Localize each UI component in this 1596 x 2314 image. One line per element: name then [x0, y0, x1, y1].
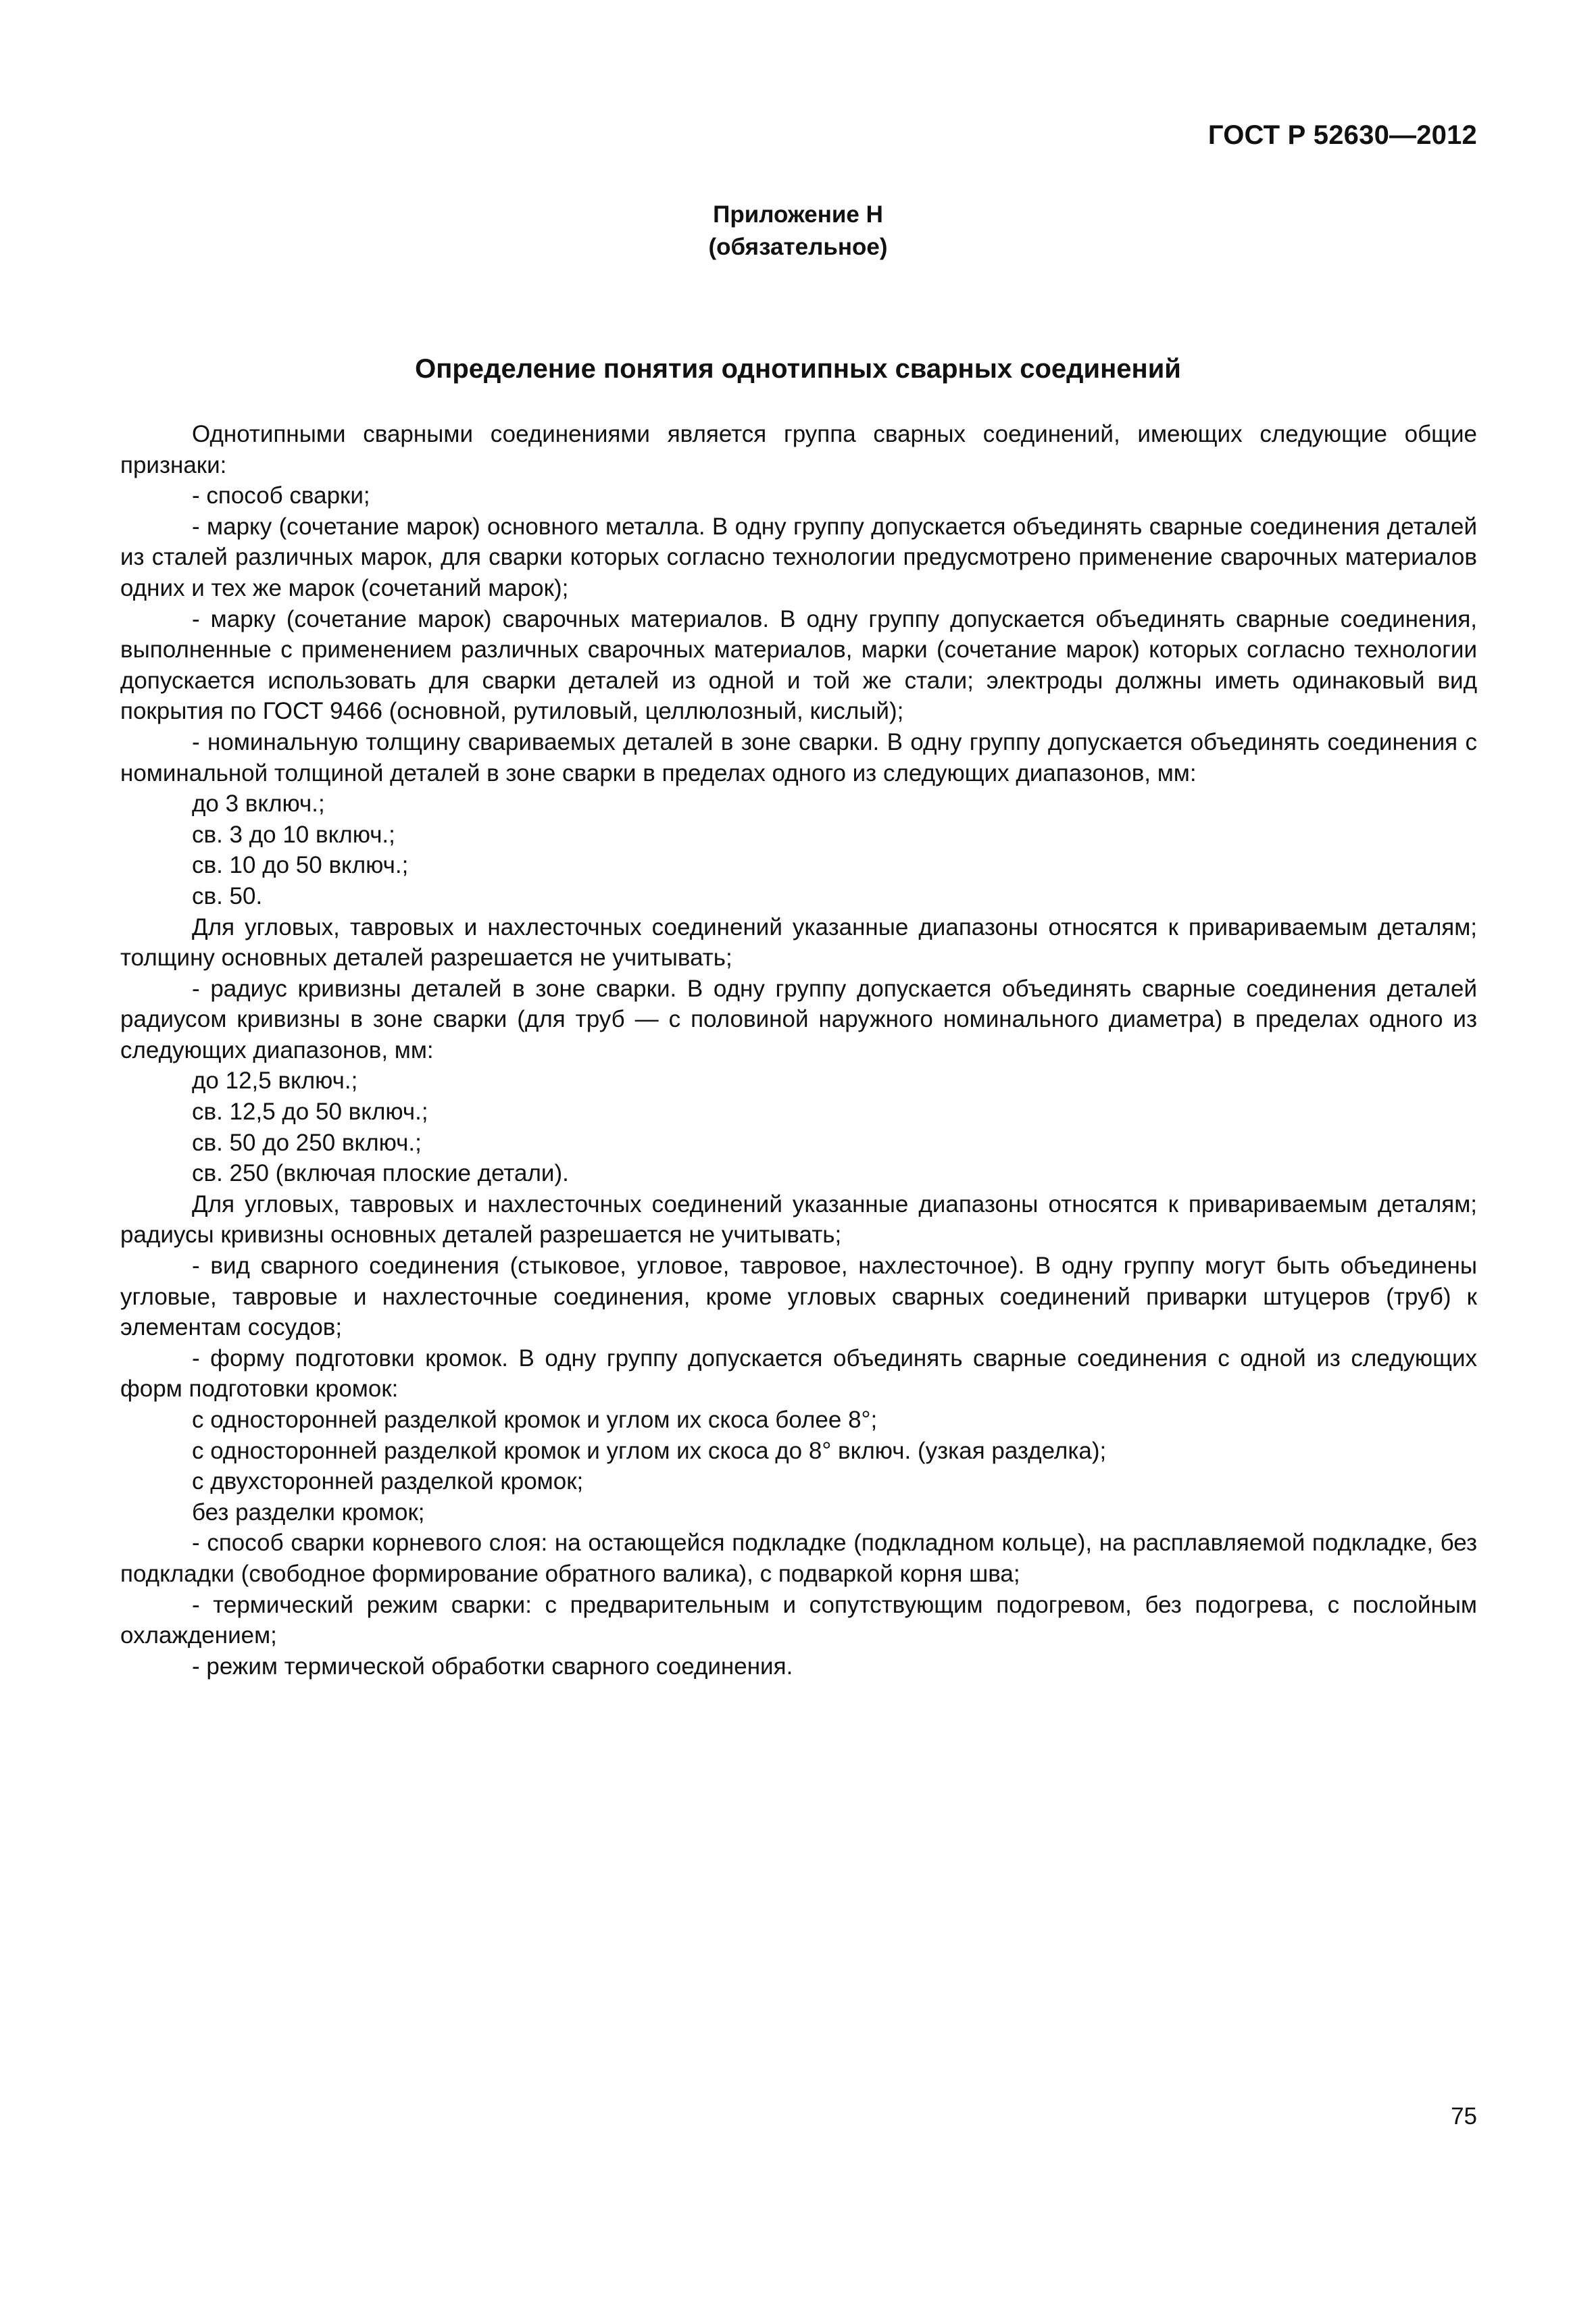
- list-item: св. 50.: [192, 882, 263, 909]
- standard-code: ГОСТ Р 52630—2012: [1207, 120, 1477, 150]
- list-item: до 3 включ.;: [192, 790, 325, 818]
- paragraph: - форму подготовки кромок. В одну группу допускается объединять сварные соединения с одной из следующих форм подготовки кромок:: [120, 1344, 1477, 1403]
- paragraph: Для угловых, тавровых и нахлесточных соединений указанные диапазоны относятся к привариваемым деталям; радиусы кривизны основных деталей разрешается не учитывать;: [120, 1190, 1477, 1249]
- paragraph: Однотипными сварными соединениями является группа сварных соединений, имеющих следующие общие признаки:: [120, 421, 1477, 478]
- annex-title: Приложение Н: [713, 201, 883, 228]
- list-item: с односторонней разделкой кромок и углом их скоса более 8°;: [192, 1407, 878, 1433]
- paragraph: - способ сварки;: [192, 482, 370, 509]
- paragraph: - вид сварного соединения (стыковое, угловое, тавровое, нахлесточное). В одну группу могут быть объединены угловые, тавровые и нахлесточные соединения, кроме угловых сварных соединений приварки штуцеров (труб) к элементам сосудов;: [120, 1253, 1477, 1341]
- paragraph: - режим термической обработки сварного соединения.: [192, 1653, 793, 1680]
- list-item: с односторонней разделкой кромок и углом их скоса до 8° включ. (узкая разделка);: [192, 1437, 1107, 1464]
- list-item: св. 10 до 50 включ.;: [192, 852, 409, 879]
- paragraph: - марку (сочетание марок) сварочных материалов. В одну группу допускается объединять сварные соединения, выполненные с применением различных сварочных материалов, марки (сочетание марок) которых согласно технологии допускается использовать для сварки деталей из одной и той же стали; электроды должны иметь одинаковый вид покрытия по ГОСТ 9466 (основной, рутиловый, целлюлозный, кислый);: [120, 605, 1477, 725]
- list-item: св. 3 до 10 включ.;: [192, 821, 395, 848]
- list-item: до 12,5 включ.;: [192, 1067, 358, 1095]
- paragraph: - радиус кривизны деталей в зоне сварки. В одну группу допускается объединять сварные соединения деталей радиусом кривизны в зоне сварки (для труб — с половиной наружного номинального диаметра) в пределах одного из следующих диапазонов, мм:: [120, 975, 1477, 1063]
- list-item: св. 50 до 250 включ.;: [192, 1129, 422, 1156]
- paragraph: - номинальную толщину свариваемых деталей в зоне сварки. В одну группу допускается объединять соединения с номинальной толщиной деталей в зоне сварки в пределах одного из следующих диапазонов, мм:: [120, 728, 1477, 786]
- list-item: св. 250 (включая плоские детали).: [192, 1160, 569, 1187]
- annex-status: (обязательное): [708, 234, 888, 260]
- paragraph: - термический режим сварки: с предварительным и сопутствующим подогревом, без подогрева, с послойным охлаждением;: [120, 1591, 1477, 1649]
- list-item: без разделки кромок;: [192, 1499, 425, 1526]
- section-title: Определение понятия однотипных сварных соединений: [415, 354, 1181, 384]
- page-number: 75: [1451, 2103, 1477, 2130]
- list-item: св. 12,5 до 50 включ.;: [192, 1099, 428, 1126]
- list-item: с двухсторонней разделкой кромок;: [192, 1468, 584, 1495]
- paragraph: - способ сварки корневого слоя: на остающейся подкладке (подкладном кольце), на расплавляемой подкладке, без подкладки (свободное формирование обратного валика), с подваркой корня шва;: [120, 1530, 1477, 1587]
- body-text: [120, 419, 1477, 1682]
- paragraph: - марку (сочетание марок) основного металла. В одну группу допускается объединять сварные соединения деталей из сталей различных марок, для сварки которых согласно технологии предусмотрено применение сварочных материалов одних и тех же марок (сочетаний марок);: [120, 513, 1477, 601]
- paragraph: Для угловых, тавровых и нахлесточных соединений указанные диапазоны относятся к привариваемым деталям; толщину основных деталей разрешается не учитывать;: [120, 913, 1477, 972]
